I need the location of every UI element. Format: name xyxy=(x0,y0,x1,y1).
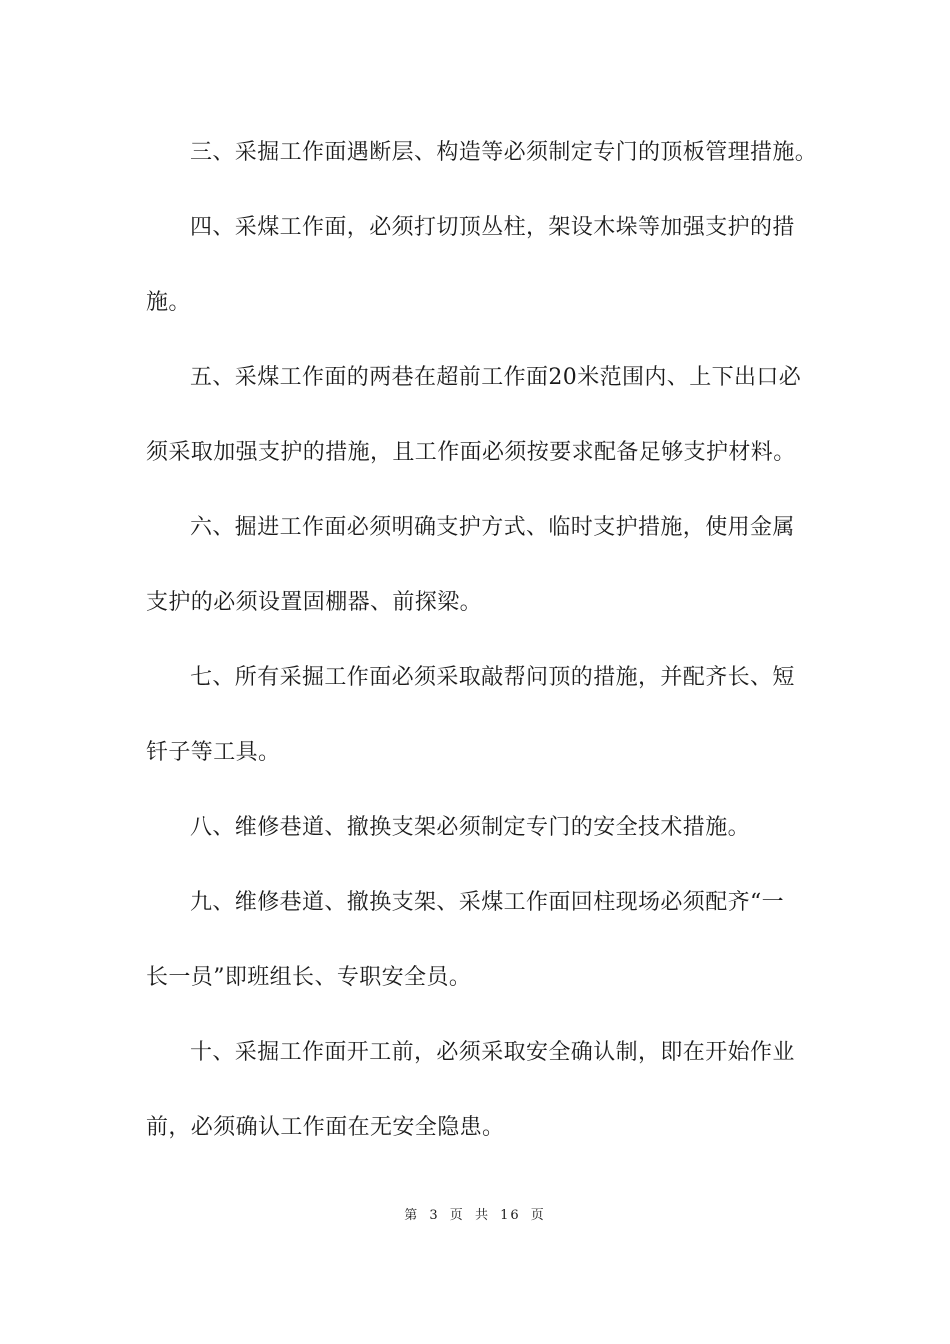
paragraph-3-line-1: 三、采掘工作面遇断层、构造等必须制定专门的顶板管理措施。 xyxy=(190,140,818,165)
paragraph-9-line-2: 长一员”即班组长、专职安全员。 xyxy=(146,965,472,990)
paragraph-5-line-1: 五、采煤工作面的两巷在超前工作面20米范围内、上下出口必 xyxy=(190,365,802,390)
footer-current-page: 3 xyxy=(429,1208,440,1223)
footer-total-word: 共 xyxy=(474,1208,490,1223)
footer-suffix: 页 xyxy=(530,1208,546,1223)
paragraph-4-line-1: 四、采煤工作面，必须打切顶丛柱，架设木垛等加强支护的措 xyxy=(190,215,795,240)
footer-page-word: 页 xyxy=(449,1208,465,1223)
paragraph-10-line-1: 十、采掘工作面开工前，必须采取安全确认制，即在开始作业 xyxy=(190,1040,795,1065)
footer-total-pages: 16 xyxy=(500,1208,521,1223)
paragraph-8-line-1: 八、维修巷道、撤换支架必须制定专门的安全技术措施。 xyxy=(190,815,751,840)
paragraph-4-line-2: 施。 xyxy=(146,290,191,315)
paragraph-9-line-1: 九、维修巷道、撤换支架、采煤工作面回柱现场必须配齐“一 xyxy=(190,890,785,915)
paragraph-5-line-2: 须采取加强支护的措施，且工作面必须按要求配备足够支护材料。 xyxy=(146,440,796,465)
paragraph-7-line-2: 钎子等工具。 xyxy=(146,740,281,765)
paragraph-10-line-2: 前，必须确认工作面在无安全隐患。 xyxy=(146,1115,505,1140)
paragraph-6-line-2: 支护的必须设置固棚器、前探梁。 xyxy=(146,590,483,615)
paragraph-7-line-1: 七、所有采掘工作面必须采取敲帮问顶的措施，并配齐长、短 xyxy=(190,665,795,690)
page-number-footer xyxy=(0,1208,950,1224)
paragraph-6-line-1: 六、掘进工作面必须明确支护方式、临时支护措施，使用金属 xyxy=(190,515,795,540)
footer-prefix: 第 xyxy=(404,1208,420,1223)
